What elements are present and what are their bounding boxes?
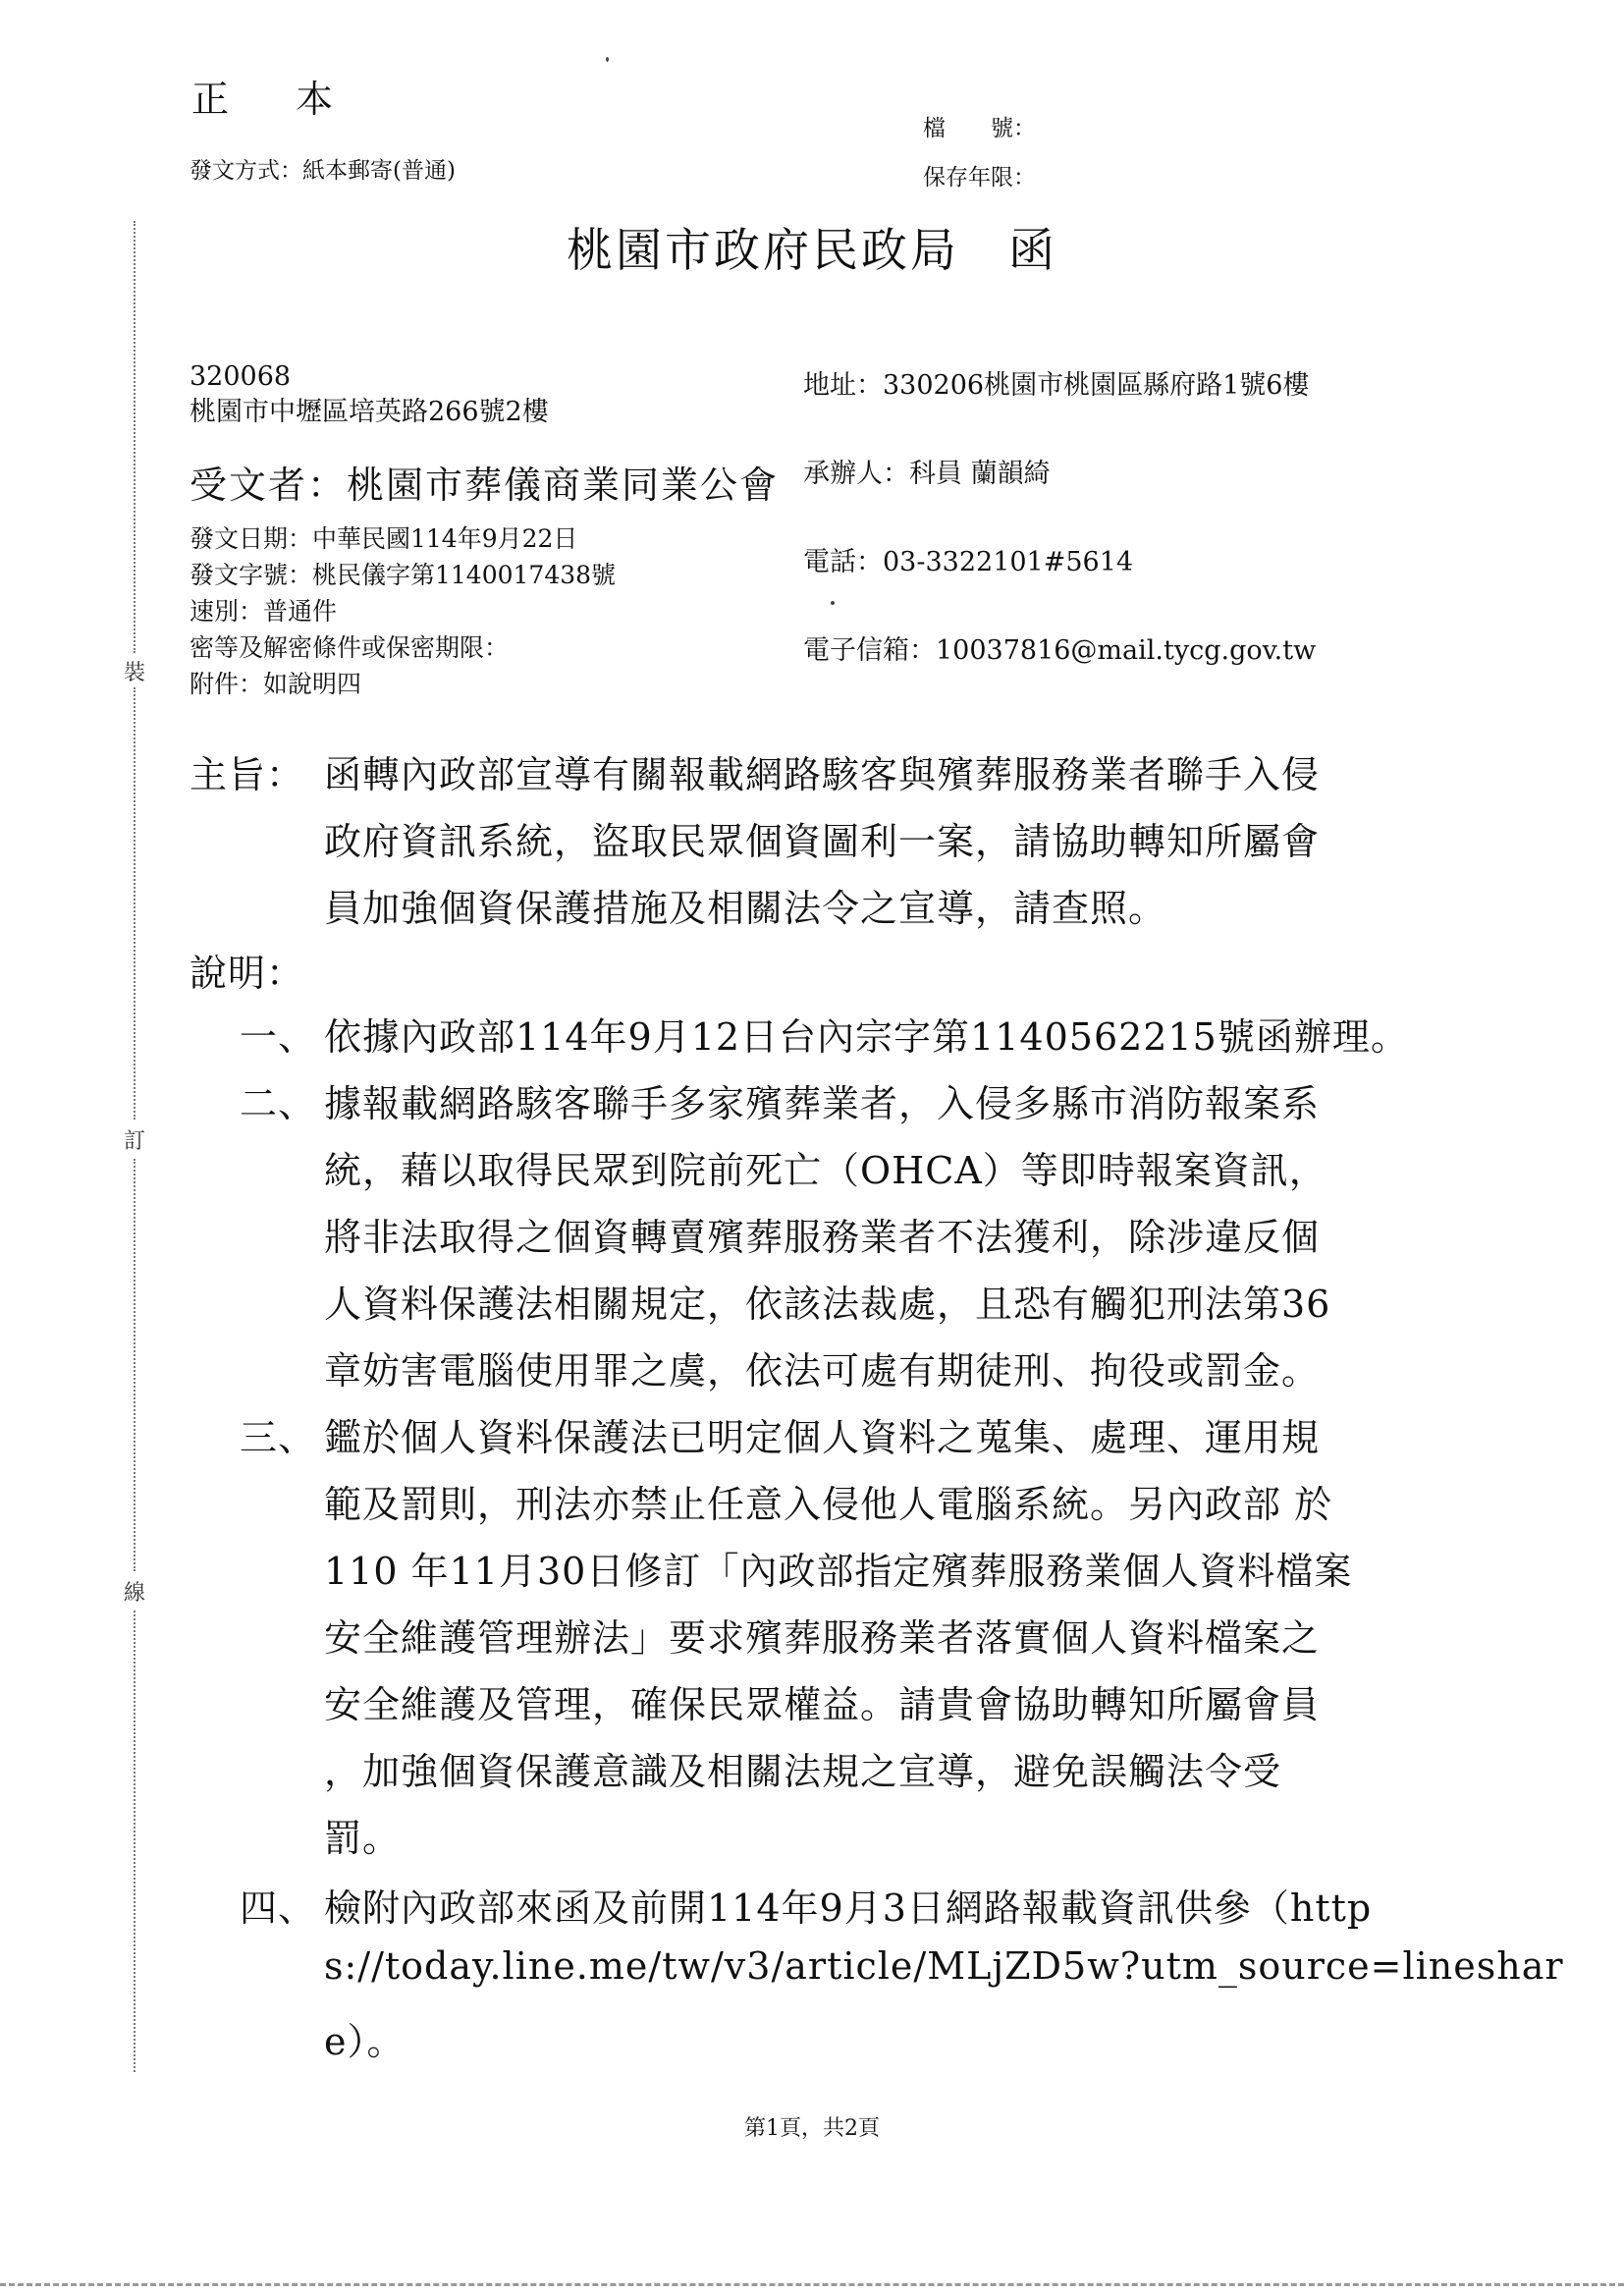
issue-date: 發文日期：中華民國114年9月22日 bbox=[189, 524, 578, 553]
item-line: 章妨害電腦使用罪之虞，依法可處有期徒刑、拘役或罰金。 bbox=[324, 1349, 1321, 1393]
page-number: 第1頁，共2頁 bbox=[744, 2116, 880, 2141]
original-copy-label: 正 本 bbox=[191, 78, 361, 121]
subject-line: 員加強個資保護措施及相關法令之宣導，請查照。 bbox=[324, 887, 1167, 930]
retention-period-label: 保存年限： bbox=[923, 165, 1036, 191]
item-line: 將非法取得之個資轉賣殯葬服務業者不法獲利，除涉違反個 bbox=[324, 1216, 1321, 1259]
binding-mark-xian: 線 bbox=[124, 1581, 146, 1606]
secrecy-level: 密等及解密條件或保密期限： bbox=[189, 633, 510, 662]
explanation-label: 說明： bbox=[189, 952, 305, 995]
recipient-street-address: 桃園市中壢區培英路266號2樓 bbox=[189, 397, 549, 427]
binding-line-lower-mid bbox=[134, 1159, 135, 1571]
item-number: 二、 bbox=[240, 1082, 317, 1125]
item-number: 三、 bbox=[240, 1416, 317, 1459]
item-number: 一、 bbox=[240, 1015, 317, 1059]
subject-label: 主旨： bbox=[189, 753, 305, 796]
item-line: 罰。 bbox=[324, 1817, 402, 1860]
item-line: 鑑於個人資料保護法已明定個人資料之蒐集、處理、運用規 bbox=[324, 1416, 1321, 1459]
sender-address: 地址：330206桃園市桃園區縣府路1號6樓 bbox=[803, 370, 1310, 401]
attachment: 附件：如說明四 bbox=[189, 670, 362, 698]
item-line: e）。 bbox=[324, 2020, 406, 2063]
subject-line: 政府資訊系統，盜取民眾個資圖利一案，請協助轉知所屬會 bbox=[324, 820, 1321, 863]
item-line: 人資料保護法相關規定，依該法裁處，且恐有觸犯刑法第36 bbox=[324, 1283, 1331, 1326]
item-line: 據報載網路駭客聯手多家殯葬業者，入侵多縣市消防報案系 bbox=[324, 1082, 1321, 1125]
subject-line: 函轉內政部宣導有關報載網路駭客與殯葬服務業者聯手入侵 bbox=[324, 753, 1321, 796]
sender-phone: 電話：03-3322101#5614 bbox=[803, 547, 1134, 577]
item-line: 安全維護及管理，確保民眾權益。請貴會協助轉知所屬會員 bbox=[324, 1683, 1321, 1726]
item-line: 安全維護管理辦法」要求殯葬服務業者落實個人資料檔案之 bbox=[324, 1616, 1321, 1660]
scan-speck bbox=[606, 57, 609, 62]
binding-line-top bbox=[134, 221, 135, 653]
item-line: ，加強個資保護意識及相關法規之宣導，避免誤觸法令受 bbox=[324, 1750, 1282, 1793]
item-line: 統，藉以取得民眾到院前死亡（OHCA）等即時報案資訊， bbox=[324, 1149, 1327, 1192]
item-line: 110 年11月30日修訂「內政部指定殯葬服務業個人資料檔案 bbox=[324, 1550, 1353, 1593]
recipient-postal-code: 320068 bbox=[189, 361, 292, 392]
item-line: s://today.line.me/tw/v3/article/MLjZD5w?utm_source=lineshar bbox=[324, 1944, 1564, 1988]
file-number-label: 檔 號： bbox=[923, 116, 1036, 141]
binding-line-bottom bbox=[134, 1611, 135, 2072]
speed-class: 速別：普通件 bbox=[189, 597, 338, 626]
binding-mark-ding: 訂 bbox=[124, 1129, 146, 1154]
item-number: 四、 bbox=[240, 1886, 317, 1930]
issue-number: 發文字號：桃民儀字第1140017438號 bbox=[189, 561, 617, 589]
recipient-mailing-address bbox=[189, 359, 549, 430]
sender-handler: 承辦人：科員 蘭韻綺 bbox=[803, 459, 1051, 489]
binding-mark-zhuang: 裝 bbox=[124, 661, 146, 685]
item-line: 依據內政部114年9月12日台內宗字第1140562215號函辦理。 bbox=[324, 1015, 1409, 1059]
scan-edge-noise bbox=[0, 2283, 1624, 2290]
sender-contact bbox=[803, 312, 1316, 695]
binding-line-upper-mid bbox=[134, 687, 135, 1120]
item-line: 檢附內政部來函及前開114年9月3日網路報載資訊供參（http bbox=[324, 1886, 1373, 1930]
recipient: 受文者：桃園市葬儀商業同業公會 bbox=[189, 464, 780, 507]
item-line: 範及罰則，刑法亦禁止任意入侵他人電腦系統。另內政部 於 bbox=[324, 1483, 1333, 1526]
dispatch-method: 發文方式：紙本郵寄(普通) bbox=[189, 158, 456, 184]
document-title: 桃園市政府民政局 函 bbox=[567, 224, 1057, 278]
document-meta bbox=[189, 520, 616, 702]
sender-email: 電子信箱：10037816@mail.tycg.gov.tw bbox=[803, 635, 1317, 666]
